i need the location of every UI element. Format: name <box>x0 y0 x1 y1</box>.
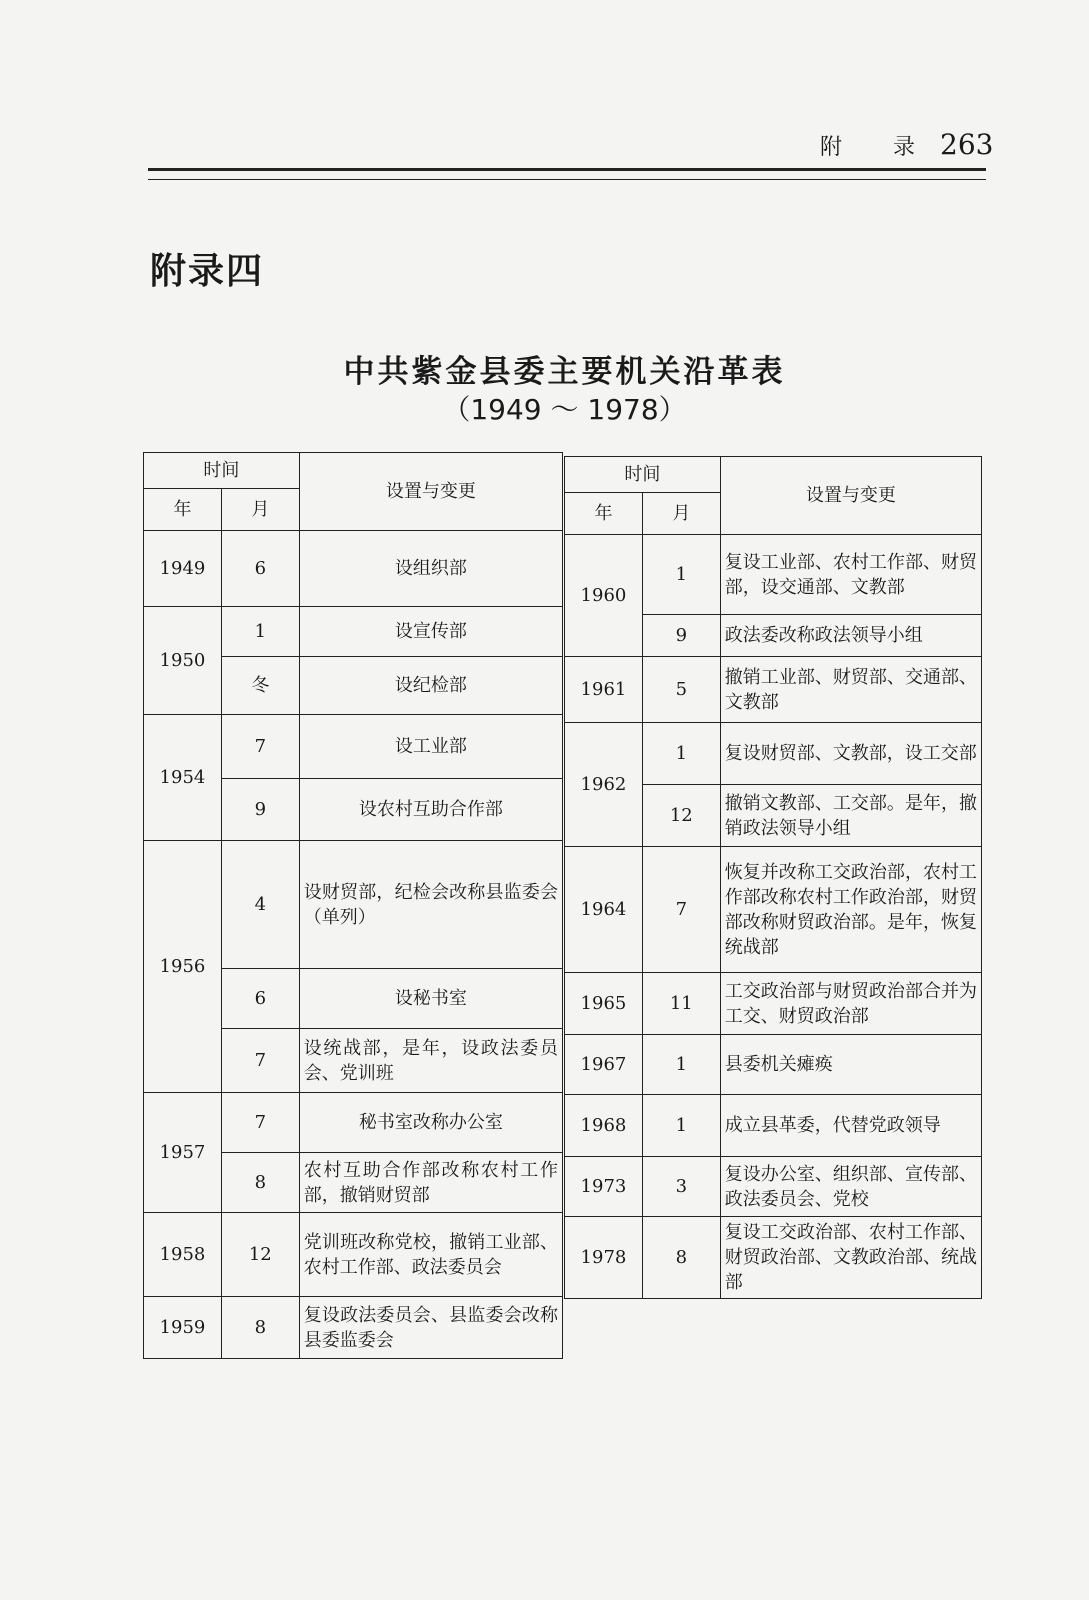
table-row <box>144 531 563 607</box>
table-row <box>144 1093 563 1153</box>
header-change: 设置与变更 <box>299 453 562 531</box>
year-cell: 1961 <box>565 657 643 723</box>
month-cell: 8 <box>221 1153 299 1213</box>
change-cell: 党训班改称党校，撤销工业部、农村工作部、政法委员会 <box>299 1213 562 1297</box>
month-cell: 12 <box>642 785 720 847</box>
year-cell: 1964 <box>565 847 643 973</box>
change-cell: 复设财贸部、文教部，设工交部 <box>720 723 981 785</box>
table-row <box>144 1213 563 1297</box>
month-cell: 1 <box>642 723 720 785</box>
table-row <box>565 535 982 615</box>
month-cell: 1 <box>642 1035 720 1095</box>
table-subtitle: （1949 ～ 1978） <box>442 393 687 426</box>
month-cell: 8 <box>221 1297 299 1359</box>
month-cell: 8 <box>642 1217 720 1299</box>
header-year: 年 <box>144 489 222 531</box>
table-row <box>565 973 982 1035</box>
header-month: 月 <box>221 489 299 531</box>
month-cell: 7 <box>642 847 720 973</box>
year-cell: 1967 <box>565 1035 643 1095</box>
change-cell: 成立县革委，代替党政领导 <box>720 1095 981 1157</box>
table-row <box>144 841 563 969</box>
year-cell: 1950 <box>144 607 222 715</box>
year-cell: 1965 <box>565 973 643 1035</box>
month-cell: 1 <box>221 607 299 657</box>
change-cell: 恢复并改称工交政治部，农村工作部改称农村工作政治部，财贸部改称财贸政治部。是年，恢复统战部 <box>720 847 981 973</box>
month-cell: 1 <box>642 535 720 615</box>
table-row <box>565 847 982 973</box>
appendix-label: 附录四 <box>150 251 265 292</box>
running-header: 附 录 <box>820 135 937 160</box>
change-cell: 设秘书室 <box>299 969 562 1029</box>
change-cell: 县委机关瘫痪 <box>720 1035 981 1095</box>
month-cell: 7 <box>221 1093 299 1153</box>
change-cell: 撤销工业部、财贸部、交通部、文教部 <box>720 657 981 723</box>
change-cell: 设纪检部 <box>299 657 562 715</box>
year-cell: 1949 <box>144 531 222 607</box>
year-cell: 1962 <box>565 723 643 847</box>
change-cell: 秘书室改称办公室 <box>299 1093 562 1153</box>
header-change: 设置与变更 <box>720 457 981 535</box>
header-rule-thick <box>148 168 986 171</box>
change-cell: 设农村互助合作部 <box>299 779 562 841</box>
change-cell: 复设工交政治部、农村工作部、财贸政治部、文教政治部、统战部 <box>720 1217 981 1299</box>
year-cell: 1954 <box>144 715 222 841</box>
year-cell: 1958 <box>144 1213 222 1297</box>
month-cell: 7 <box>221 715 299 779</box>
table-row <box>565 657 982 723</box>
table-title: 中共紫金县委主要机关沿革表 <box>343 354 786 390</box>
change-cell: 农村互助合作部改称农村工作部，撤销财贸部 <box>299 1153 562 1213</box>
month-cell: 9 <box>221 779 299 841</box>
change-cell: 设宣传部 <box>299 607 562 657</box>
header-time: 时间 <box>565 457 721 493</box>
change-cell: 复设办公室、组织部、宣传部、政法委员会、党校 <box>720 1157 981 1217</box>
month-cell: 6 <box>221 969 299 1029</box>
table-row <box>565 1217 982 1299</box>
left-history-table <box>143 452 563 1359</box>
month-cell: 11 <box>642 973 720 1035</box>
year-cell: 1960 <box>565 535 643 657</box>
year-cell: 1973 <box>565 1157 643 1217</box>
change-cell: 复设工业部、农村工作部、财贸部，设交通部、文教部 <box>720 535 981 615</box>
header-month: 月 <box>642 493 720 535</box>
table-row <box>144 607 563 657</box>
month-cell: 3 <box>642 1157 720 1217</box>
month-cell: 1 <box>642 1095 720 1157</box>
right-history-table <box>564 456 982 1299</box>
change-cell: 工交政治部与财贸政治部合并为工交、财贸政治部 <box>720 973 981 1035</box>
year-cell: 1956 <box>144 841 222 1093</box>
change-cell: 设组织部 <box>299 531 562 607</box>
change-cell: 复设政法委员会、县监委会改称县委监委会 <box>299 1297 562 1359</box>
change-cell: 设统战部，是年，设政法委员会、党训班 <box>299 1029 562 1093</box>
page-number: 263 <box>940 128 994 161</box>
table-row <box>565 723 982 785</box>
year-cell: 1978 <box>565 1217 643 1299</box>
year-cell: 1968 <box>565 1095 643 1157</box>
change-cell: 设财贸部，纪检会改称县监委会（单列） <box>299 841 562 969</box>
table-row <box>565 1035 982 1095</box>
table-row <box>144 715 563 779</box>
month-cell: 4 <box>221 841 299 969</box>
month-cell: 9 <box>642 615 720 657</box>
month-cell: 6 <box>221 531 299 607</box>
year-cell: 1959 <box>144 1297 222 1359</box>
month-cell: 12 <box>221 1213 299 1297</box>
change-cell: 政法委改称政法领导小组 <box>720 615 981 657</box>
change-cell: 设工业部 <box>299 715 562 779</box>
header-year: 年 <box>565 493 643 535</box>
table-row <box>565 1095 982 1157</box>
month-cell: 冬 <box>221 657 299 715</box>
header-time: 时间 <box>144 453 300 489</box>
month-cell: 7 <box>221 1029 299 1093</box>
table-row <box>565 1157 982 1217</box>
year-cell: 1957 <box>144 1093 222 1213</box>
header-rule-thin <box>148 179 986 180</box>
change-cell: 撤销文教部、工交部。是年，撤销政法领导小组 <box>720 785 981 847</box>
month-cell: 5 <box>642 657 720 723</box>
table-row <box>144 1297 563 1359</box>
